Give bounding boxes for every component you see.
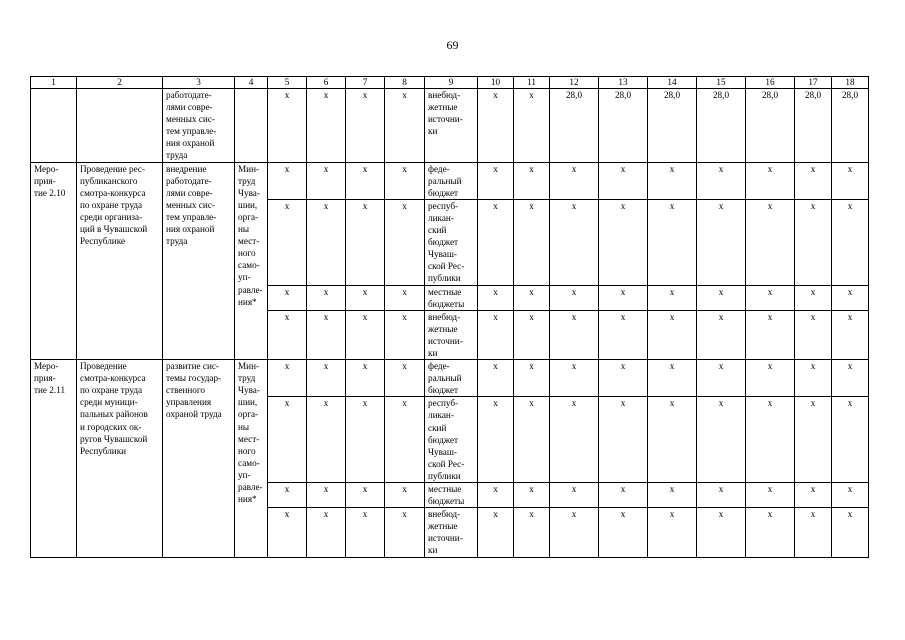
cell-value: x: [599, 199, 648, 285]
cell-source: феде- ральный бюджет: [425, 360, 478, 397]
cell-value: x: [697, 508, 746, 557]
column-number: 6: [307, 77, 346, 89]
cell-value: x: [514, 508, 550, 557]
cell-value: x: [697, 310, 746, 359]
cell-value: x: [478, 508, 514, 557]
cell-value: x: [385, 285, 425, 310]
cell-source: респуб- ликан- ский бюджет Чуваш- ской Рес- публики: [425, 199, 478, 285]
cell-value: x: [385, 310, 425, 359]
cell-value: x: [746, 397, 795, 483]
cell-value: x: [648, 310, 697, 359]
cell-value: x: [385, 89, 425, 163]
cell-value: x: [514, 397, 550, 483]
cell-value: x: [550, 483, 599, 508]
cell-value: x: [478, 89, 514, 163]
column-number: 3: [163, 77, 235, 89]
cell-value: x: [746, 360, 795, 397]
cell-value: x: [697, 285, 746, 310]
cell-value: x: [795, 285, 832, 310]
cell-value: x: [514, 360, 550, 397]
cell-value: x: [478, 162, 514, 199]
cell-title: Проведение смотра-конкурса по охране труда среди муници- пальных районов и городских ок- ругов Чувашской Республики: [77, 360, 163, 558]
cell-source: внебюд- жетные источни- ки: [425, 508, 478, 557]
cell-value: x: [385, 508, 425, 557]
cell-value: x: [307, 285, 346, 310]
cell-value: x: [268, 397, 307, 483]
cell-value: x: [307, 199, 346, 285]
cell-value: x: [307, 310, 346, 359]
cell-measure: Меро- прия- тие 2.10: [31, 162, 77, 360]
cell-value: x: [832, 508, 869, 557]
measures-table: [30, 76, 869, 558]
cell-value: 28,0: [746, 89, 795, 163]
cell-value: x: [268, 199, 307, 285]
cell-value: x: [346, 483, 385, 508]
cell-value: x: [514, 199, 550, 285]
cell-value: x: [746, 508, 795, 557]
cell-value: x: [307, 483, 346, 508]
cell-source: феде- ральный бюджет: [425, 162, 478, 199]
cell-value: x: [648, 483, 697, 508]
cell-source: внебюд- жетные источни- ки: [425, 310, 478, 359]
cell-value: x: [832, 483, 869, 508]
cell-executor: Мин- труд Чува- шии, орга- ны мест- ного само- уп- равле- ния*: [235, 162, 268, 360]
cell-value: 28,0: [648, 89, 697, 163]
cell-value: x: [648, 162, 697, 199]
cell-value: x: [385, 162, 425, 199]
cell-value: x: [478, 199, 514, 285]
cell-goal: развитие сис- темы государ- ственного управления охраной труда: [163, 360, 235, 558]
cell-value: 28,0: [599, 89, 648, 163]
cell-value: x: [385, 360, 425, 397]
cell-value: x: [550, 310, 599, 359]
cell-value: x: [514, 483, 550, 508]
cell-value: x: [307, 162, 346, 199]
cell-value: x: [832, 285, 869, 310]
cell-value: x: [832, 162, 869, 199]
column-number: 8: [385, 77, 425, 89]
column-number: 9: [425, 77, 478, 89]
column-number: 10: [478, 77, 514, 89]
cell-value: x: [795, 162, 832, 199]
cell-value: x: [550, 199, 599, 285]
column-number: 16: [746, 77, 795, 89]
column-number: 13: [599, 77, 648, 89]
column-number: 18: [832, 77, 869, 89]
cell-value: x: [346, 162, 385, 199]
cell-value: x: [746, 483, 795, 508]
column-number: 4: [235, 77, 268, 89]
cell-value: x: [648, 199, 697, 285]
cell-value: x: [795, 508, 832, 557]
cell-value: x: [648, 508, 697, 557]
cell-value: x: [795, 310, 832, 359]
cell-value: x: [648, 360, 697, 397]
cell-source: внебюд- жетные источни- ки: [425, 89, 478, 163]
cell-value: x: [307, 89, 346, 163]
cell-value: x: [832, 397, 869, 483]
cell-measure: Меро- прия- тие 2.11: [31, 360, 77, 558]
cell-value: x: [599, 310, 648, 359]
column-number: 15: [697, 77, 746, 89]
cell-value: x: [648, 397, 697, 483]
column-number: 7: [346, 77, 385, 89]
cell-value: x: [832, 199, 869, 285]
cell-value: 28,0: [550, 89, 599, 163]
cell-executor: Мин- труд Чува- шии, орга- ны мест- ного само- уп- равле- ния*: [235, 360, 268, 558]
cell-value: x: [478, 483, 514, 508]
cell-value: 28,0: [795, 89, 832, 163]
table-row: [31, 89, 869, 163]
cell-source: местные бюджеты: [425, 285, 478, 310]
cell-title: [77, 89, 163, 163]
cell-value: x: [385, 397, 425, 483]
cell-value: x: [746, 199, 795, 285]
column-number: 17: [795, 77, 832, 89]
cell-value: x: [795, 483, 832, 508]
cell-value: x: [648, 285, 697, 310]
cell-value: x: [832, 310, 869, 359]
cell-value: x: [550, 508, 599, 557]
cell-value: x: [550, 360, 599, 397]
cell-value: x: [478, 360, 514, 397]
cell-value: x: [478, 397, 514, 483]
table-row: [31, 360, 869, 397]
cell-value: x: [795, 397, 832, 483]
cell-value: x: [746, 285, 795, 310]
cell-value: x: [268, 89, 307, 163]
cell-value: x: [746, 310, 795, 359]
cell-executor: [235, 89, 268, 163]
page-number: 69: [446, 38, 459, 52]
cell-value: x: [478, 310, 514, 359]
table-row: [31, 162, 869, 199]
column-number: 2: [77, 77, 163, 89]
cell-goal: внедрение работодате- лями совре- менных сис- тем управле- ния охраной труда: [163, 162, 235, 360]
column-number: 1: [31, 77, 77, 89]
cell-value: x: [385, 483, 425, 508]
cell-value: x: [697, 199, 746, 285]
cell-value: x: [599, 483, 648, 508]
cell-value: x: [599, 397, 648, 483]
cell-value: x: [599, 285, 648, 310]
cell-value: x: [346, 89, 385, 163]
column-number: 14: [648, 77, 697, 89]
cell-value: x: [307, 508, 346, 557]
cell-value: x: [307, 397, 346, 483]
cell-value: x: [697, 162, 746, 199]
cell-value: x: [385, 199, 425, 285]
cell-value: x: [268, 285, 307, 310]
cell-value: x: [550, 397, 599, 483]
cell-value: x: [599, 360, 648, 397]
cell-value: x: [697, 360, 746, 397]
cell-value: x: [795, 360, 832, 397]
cell-value: x: [268, 483, 307, 508]
cell-value: x: [346, 508, 385, 557]
cell-value: x: [514, 89, 550, 163]
cell-value: x: [268, 162, 307, 199]
cell-value: x: [550, 285, 599, 310]
cell-value: x: [514, 162, 550, 199]
cell-value: x: [514, 310, 550, 359]
column-number: 12: [550, 77, 599, 89]
cell-value: x: [478, 285, 514, 310]
cell-value: x: [346, 285, 385, 310]
cell-value: x: [832, 360, 869, 397]
cell-value: x: [268, 508, 307, 557]
cell-value: x: [268, 360, 307, 397]
cell-value: x: [346, 310, 385, 359]
cell-goal: работодате- лями совре- менных сис- тем управле- ния охраной труда: [163, 89, 235, 163]
column-number: 5: [268, 77, 307, 89]
cell-value: x: [514, 285, 550, 310]
cell-value: x: [746, 162, 795, 199]
cell-value: x: [307, 360, 346, 397]
cell-value: x: [697, 397, 746, 483]
cell-value: 28,0: [697, 89, 746, 163]
cell-value: x: [599, 508, 648, 557]
cell-value: x: [795, 199, 832, 285]
cell-title: Проведение рес- публиканского смотра-конкурса по охране труда среди организа- ций в Чувашской Республике: [77, 162, 163, 360]
cell-value: 28,0: [832, 89, 869, 163]
cell-value: x: [346, 360, 385, 397]
cell-value: x: [599, 162, 648, 199]
cell-value: x: [697, 483, 746, 508]
cell-value: x: [346, 397, 385, 483]
cell-source: респуб- ликан- ский бюджет Чуваш- ской Рес- публики: [425, 397, 478, 483]
cell-measure: [31, 89, 77, 163]
cell-value: x: [268, 310, 307, 359]
cell-source: местные бюджеты: [425, 483, 478, 508]
cell-value: x: [346, 199, 385, 285]
cell-value: x: [550, 162, 599, 199]
column-number: 11: [514, 77, 550, 89]
header-row: [31, 77, 869, 89]
